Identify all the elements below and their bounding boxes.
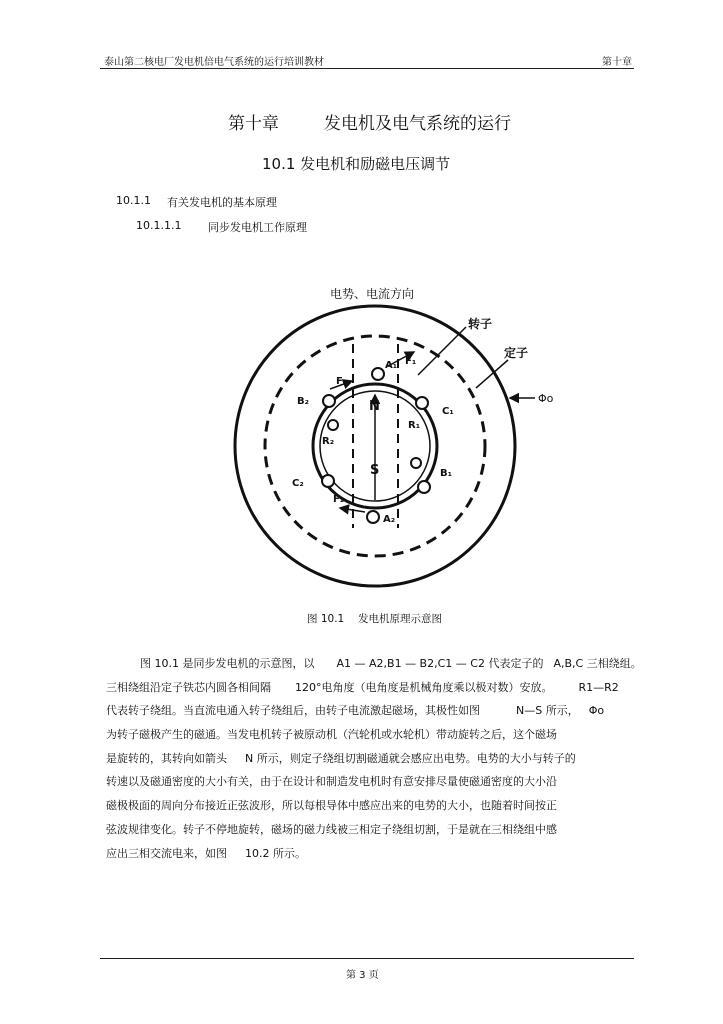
text-run: 120°电角度（电角度是机械角度乘以极对数）安放。 xyxy=(295,680,553,694)
text-run: 三相绕组沿定子铁芯内圆各相间隔 xyxy=(106,680,271,694)
section-title: 10.1 发电机和励磁电压调节 xyxy=(262,155,451,173)
subsection-number: 10.1.1 xyxy=(116,194,151,207)
stator-leader xyxy=(476,360,508,388)
subsubsection-title: 同步发电机工作原理 xyxy=(208,221,307,234)
conductor-b2 xyxy=(323,395,335,407)
stator-label: 定子 xyxy=(504,346,529,360)
page-number: 第 3 页 xyxy=(346,970,379,981)
text-run: 10.2 所示。 xyxy=(245,846,306,860)
footer-rule xyxy=(100,958,634,959)
label-a2: A₂ xyxy=(383,514,396,525)
label-b2: B₂ xyxy=(297,396,310,407)
paragraph-line xyxy=(106,842,646,866)
subsubsection-number: 10.1.1.1 xyxy=(136,219,182,232)
conductor-a1 xyxy=(372,368,384,380)
paragraph-line xyxy=(106,770,646,794)
rotor-leader xyxy=(418,327,466,375)
label-f2: F₂ xyxy=(333,494,345,505)
figure-caption-number: 图 10.1 xyxy=(307,613,345,625)
figure-caption-text: 发电机原理示意图 xyxy=(358,613,442,625)
chapter-title: 发电机及电气系统的运行 xyxy=(324,114,511,134)
rotor-label: 转子 xyxy=(468,317,493,331)
label-a1: A₁ xyxy=(385,360,398,371)
phi-label: Φo xyxy=(538,392,554,405)
text-run: 图 10.1 是同步发电机的示意图，以 xyxy=(140,657,315,670)
conductor-r2 xyxy=(328,420,338,430)
text-run: A,B,C 三相绕组。 xyxy=(553,657,642,670)
conductor-a2 xyxy=(367,511,379,523)
paragraph-line xyxy=(106,818,646,842)
paragraph-line xyxy=(106,652,646,676)
label-c2: C₂ xyxy=(292,478,304,489)
paragraph-line xyxy=(106,723,646,747)
conductor-c2 xyxy=(322,475,334,487)
pole-n-label: N xyxy=(369,399,380,414)
subsection-title: 有关发电机的基本原理 xyxy=(167,196,277,209)
text-run: N 所示，则定子绕组切割磁通就会感应出电势。电势的大小与转子的 xyxy=(245,751,576,765)
conductor-r1 xyxy=(411,458,421,468)
text-run: Φo xyxy=(588,704,605,718)
label-f3: F₃ xyxy=(336,376,348,387)
text-run: A1 — A2,B1 — B2,C1 — C2 代表定子的 xyxy=(336,657,544,670)
text-run: 为转子磁极产生的磁通。当发电机转子被原动机（汽轮机或水轮机）带动旋转之后，这个磁场 xyxy=(106,728,557,742)
text-run: N—S 所示， xyxy=(516,704,579,718)
text-run: 弦波规律变化。转子不停地旋转，磁场的磁力线被三相定子绕组切割，于是就在三相绕组中感 xyxy=(106,822,557,836)
paragraph-line xyxy=(106,699,646,723)
text-run: R1—R2 xyxy=(578,680,619,694)
text-run: 磁极极面的周向分布接近正弦波形，所以每根导体中感应出来的电势的大小，也随着时间按正 xyxy=(106,799,557,813)
conductor-c1 xyxy=(416,397,428,409)
header-chapter: 第十章 xyxy=(602,57,632,68)
header-title: 泰山第二核电厂发电机倍电气系统的运行培训教材 xyxy=(104,57,324,68)
text-run: 转速以及磁通密度的大小有关，由于在设计和制造发电机时有意安排尽量使磁通密度的大小沿 xyxy=(106,775,557,789)
conductor-b1 xyxy=(418,481,430,493)
body-paragraph xyxy=(106,652,646,865)
top-label: 电势、电流方向 xyxy=(330,287,415,301)
paragraph-line xyxy=(106,794,646,818)
label-f1: F₁ xyxy=(405,356,417,367)
paragraph-line xyxy=(106,747,646,771)
label-b1: B₁ xyxy=(440,468,453,479)
label-r1: R₁ xyxy=(408,420,421,431)
text-run: 是旋转的，其转向如箭头 xyxy=(106,751,227,765)
text-run: 应出三相交流电来，如图 xyxy=(106,846,227,860)
pole-s-label: S xyxy=(370,463,380,478)
text-run: 代表转子绕组。当直流电通入转子绕组后，由转子电流激起磁场，其极性如图 xyxy=(106,704,480,718)
chapter-number: 第十章 xyxy=(228,114,279,134)
label-c1: C₁ xyxy=(442,406,454,417)
paragraph-line xyxy=(106,676,646,700)
label-r2: R₂ xyxy=(322,436,335,447)
